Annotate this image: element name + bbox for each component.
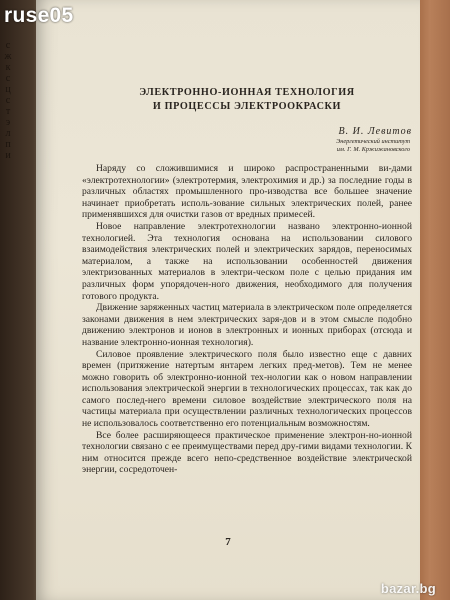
watermark	[381, 581, 436, 596]
previous-page-letter: и	[5, 150, 11, 161]
previous-page-letter: ц	[5, 84, 11, 95]
article-body	[82, 163, 412, 476]
book-cover-edge	[416, 0, 450, 600]
paragraph-4: Силовое проявление электрического поля было известно еще с давних времен (притяжение натертым янтарем легких пред-метов). Тем не менее можно говорить об электронно-ионной тех-нологии как о новом направлении использования электрической энергии в технологических процессах, так как до самого послед-него времени силовое воздействие электрического поля на частицы материала при осуществлении различных технологических процессов не использовалось соответственно его потенциальным возможностям.	[82, 348, 412, 430]
previous-page-letter: л	[5, 128, 11, 139]
paragraph-3: Движение заряженных частиц материала в электрическом поле определяется законами движения в нем электрических заря-дов и в этом смысле подобно движению электронов и ионов в электронных и ионных приборах (отсюда и название электронно-ионная технология).	[82, 302, 412, 348]
author-affiliation	[82, 138, 410, 153]
book-page	[36, 0, 420, 600]
previous-page-letter: с	[5, 73, 11, 84]
paragraph-2: Новое направление электротехнологии названо электронно-ионной технологией. Эта технология основана на использовании силового взаимодействия электрических полей и электрических зарядов, переносимых материалом, а также на использовании особенностей движения электризованных материалов в электри-ческом поле с целью придания им различных форм упорядочен-ного движения, необходимого для получения готового продукта.	[82, 220, 412, 302]
page-number: 7	[225, 536, 231, 548]
site-logo: ruse05	[4, 4, 74, 27]
previous-page-letter: с	[5, 40, 11, 51]
article-title	[82, 86, 412, 114]
affiliation-line-1: Энергетический институт	[336, 138, 410, 145]
previous-page-letter: к	[5, 62, 11, 73]
author-name: В. И. Левитов	[338, 126, 412, 137]
title-line-1: ЭЛЕКТРОННО-ИОННАЯ ТЕХНОЛОГИЯ	[139, 87, 355, 98]
affiliation-line-2: им. Г. М. Кржижановского	[336, 145, 410, 153]
previous-page-letters	[2, 40, 14, 161]
title-line-2: И ПРОЦЕССЫ ЭЛЕКТРООКРАСКИ	[152, 101, 342, 112]
watermark-text: bazar	[380, 581, 416, 596]
previous-page-letter: т	[5, 106, 11, 117]
previous-page-letter: э	[5, 117, 11, 128]
paragraph-5: Все более расширяющееся практическое применение электрон-но-ионной технологии связано с ее преимуществами перед дру-гими видами технологии. К ним относится прежде всего непо-средственное воздействие электрической энергии, сосредоточен-	[82, 429, 412, 476]
previous-page-letter: п	[5, 139, 11, 150]
previous-page-letter: с	[5, 95, 11, 106]
paragraph-1: Наряду со сложившимися и широко распространенными ви-дами «электротехнологии» (электротермия, электрохимия и др.) за последние годы в различных областях промышленного про-изводства все большее значение начинает приобретать исполь-зование сильных электрических полей, ранее применявшихся для очистки газов от вредных примесей.	[82, 163, 412, 221]
article	[82, 86, 412, 476]
previous-page-letter: ж	[4, 51, 12, 62]
watermark-domain: .bg	[415, 581, 436, 596]
